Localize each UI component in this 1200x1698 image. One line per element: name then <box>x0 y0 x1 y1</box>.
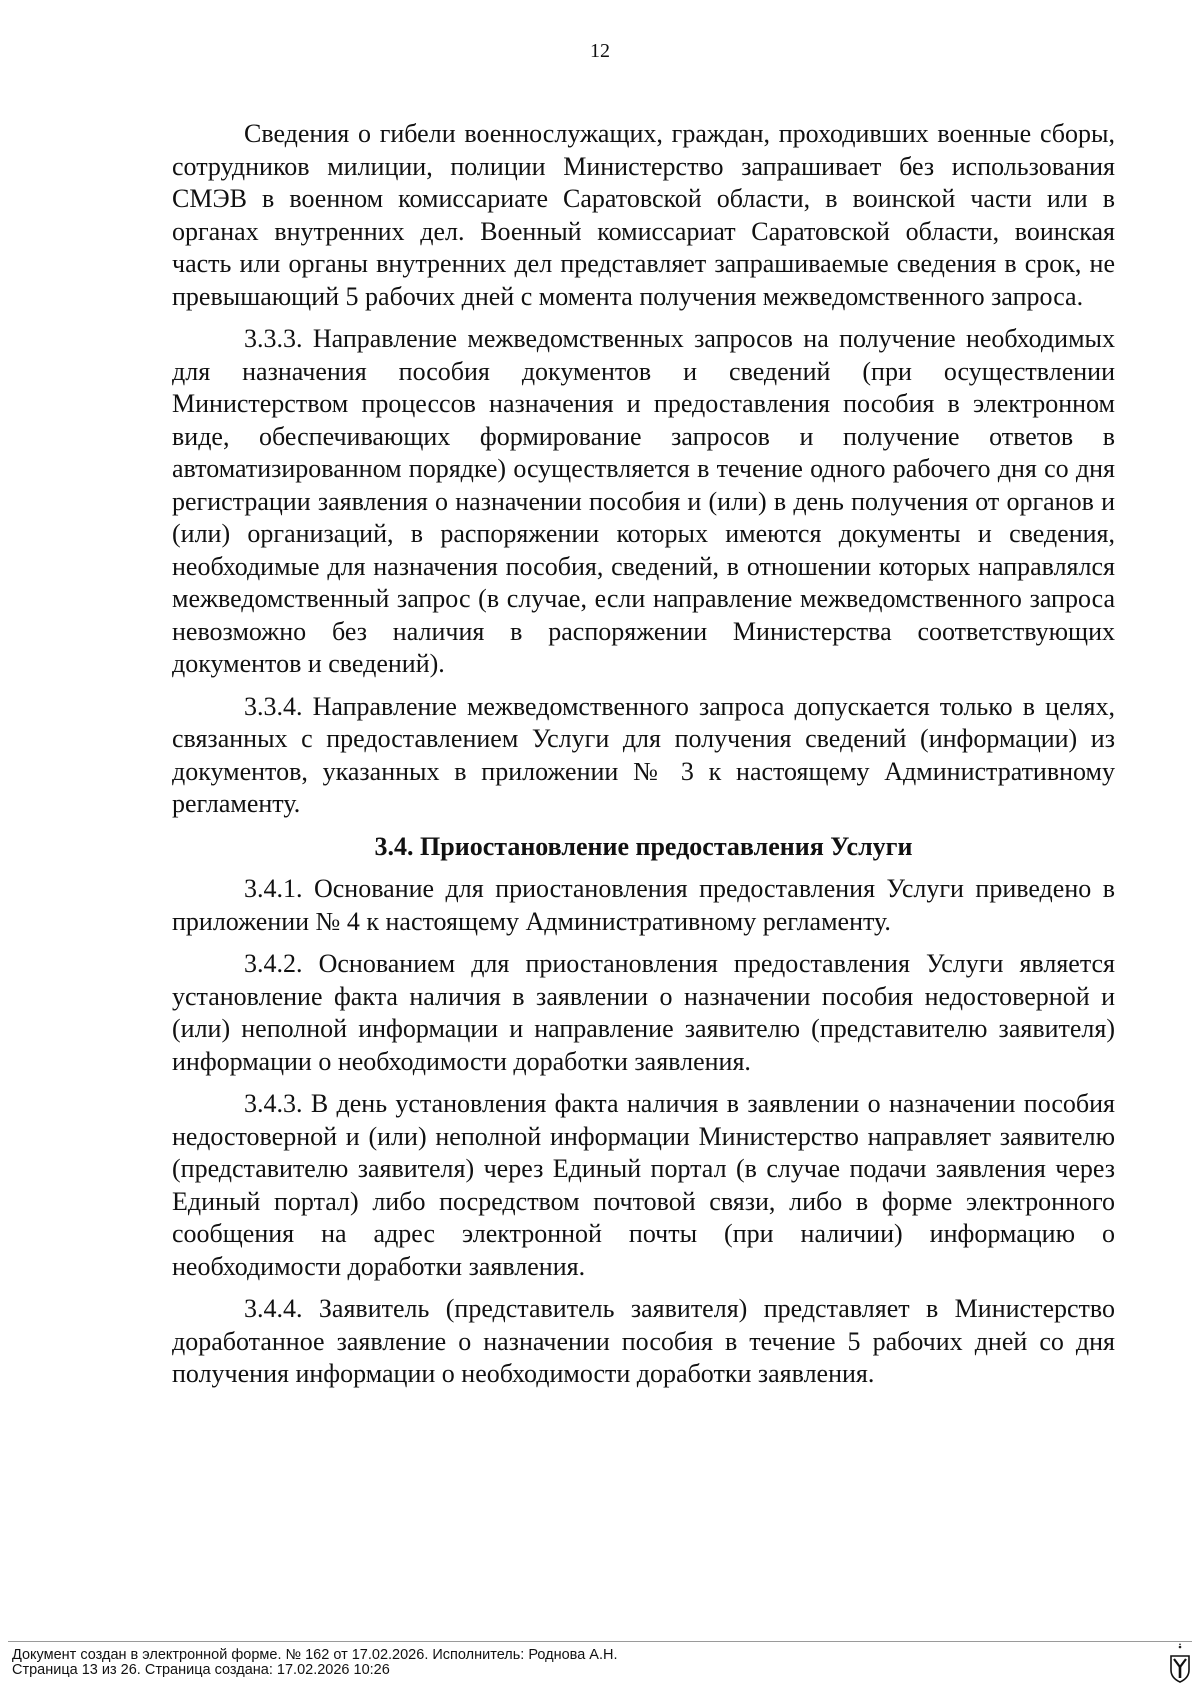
footer-divider <box>8 1641 1192 1642</box>
section-heading-3-4: 3.4. Приостановление предоставления Услуги <box>374 831 913 861</box>
page-number: 12 <box>590 40 610 62</box>
paragraph-3-4-3: 3.4.3. В день установления факта наличия в заявлении о назначении пособия недостоверной и (или) неполной информации Министерство направляет заявителю (представителю заявителя) через Единый портал (в случае подачи заявления через Единый портал) либо посредством почтовой связи, либо в форме электронного сообщения на адрес электронной почты (при наличии) информацию о необходимости доработки заявления. <box>172 1089 1115 1281</box>
paragraph-3-3-4: 3.3.4. Направление межведомственного запроса допускается только в целях, связанных с предоставлением Услуги для получения сведений (информации) из документов, указанных в приложении № 3 к настоящему Административному регламенту. <box>172 691 1115 818</box>
paragraph-3-4-4: 3.4.4. Заявитель (представитель заявителя) представляет в Министерство доработанное заявление о назначении пособия в течение 5 рабочих дней со дня получения информации о необходимости доработки заявления. <box>172 1294 1115 1388</box>
paragraph-3-4-2: 3.4.2. Основанием для приостановления предоставления Услуги является установление факта наличия в заявлении о назначении пособия недостоверной и (или) неполной информации и направление заявителю (представителю заявителя) информации о необходимости доработки заявления. <box>172 949 1115 1076</box>
saratov-emblem-icon <box>1168 1643 1192 1683</box>
paragraph-3-4-1: 3.4.1. Основание для приостановления предоставления Услуги приведено в приложении № 4 к настоящему Административному регламенту. <box>172 874 1115 936</box>
document-footer <box>12 1648 618 1678</box>
paragraph-3-3-3: 3.3.3. Направление межведомственных запросов на получение необходимых для назначения пособия документов и сведений (при осуществлении Министерством процессов назначения и предоставления пособия в электронном виде, обеспечивающих формирование запросов и получение ответов в автоматизированном порядке) осуществляется в течение одного рабочего дня со дня регистрации заявления о назначении пособия и (или) в день получения от органов и (или) организаций, в распоряжении которых имеются документы и сведения, необходимые для назначения пособия, сведений, в отношении которых направлялся межведомственный запрос (в случае, если направление межведомственного запроса невозможно без наличия в распоряжении Министерства соответствующих документов и сведений). <box>172 324 1115 678</box>
footer-line-document-info: Документ создан в электронной форме. № 162 от 17.02.2026. Исполнитель: Роднова А.Н. <box>12 1647 618 1663</box>
paragraph-deaths-info: Сведения о гибели военнослужащих, граждан, проходивших военные сборы, сотрудников милиции, полиции Министерство запрашивает без использования СМЭВ в военном комиссариате Саратовской области, в воинской части или в органах внутренних дел. Военный комиссариат Саратовской области, воинская часть или органы внутренних дел представляет запрашиваемые сведения в срок, не превышающий 5 рабочих дней с момента получения межведомственного запроса. <box>172 119 1115 311</box>
document-body <box>172 118 1115 1401</box>
footer-line-page-info: Страница 13 из 26. Страница создана: 17.02.2026 10:26 <box>12 1662 390 1678</box>
